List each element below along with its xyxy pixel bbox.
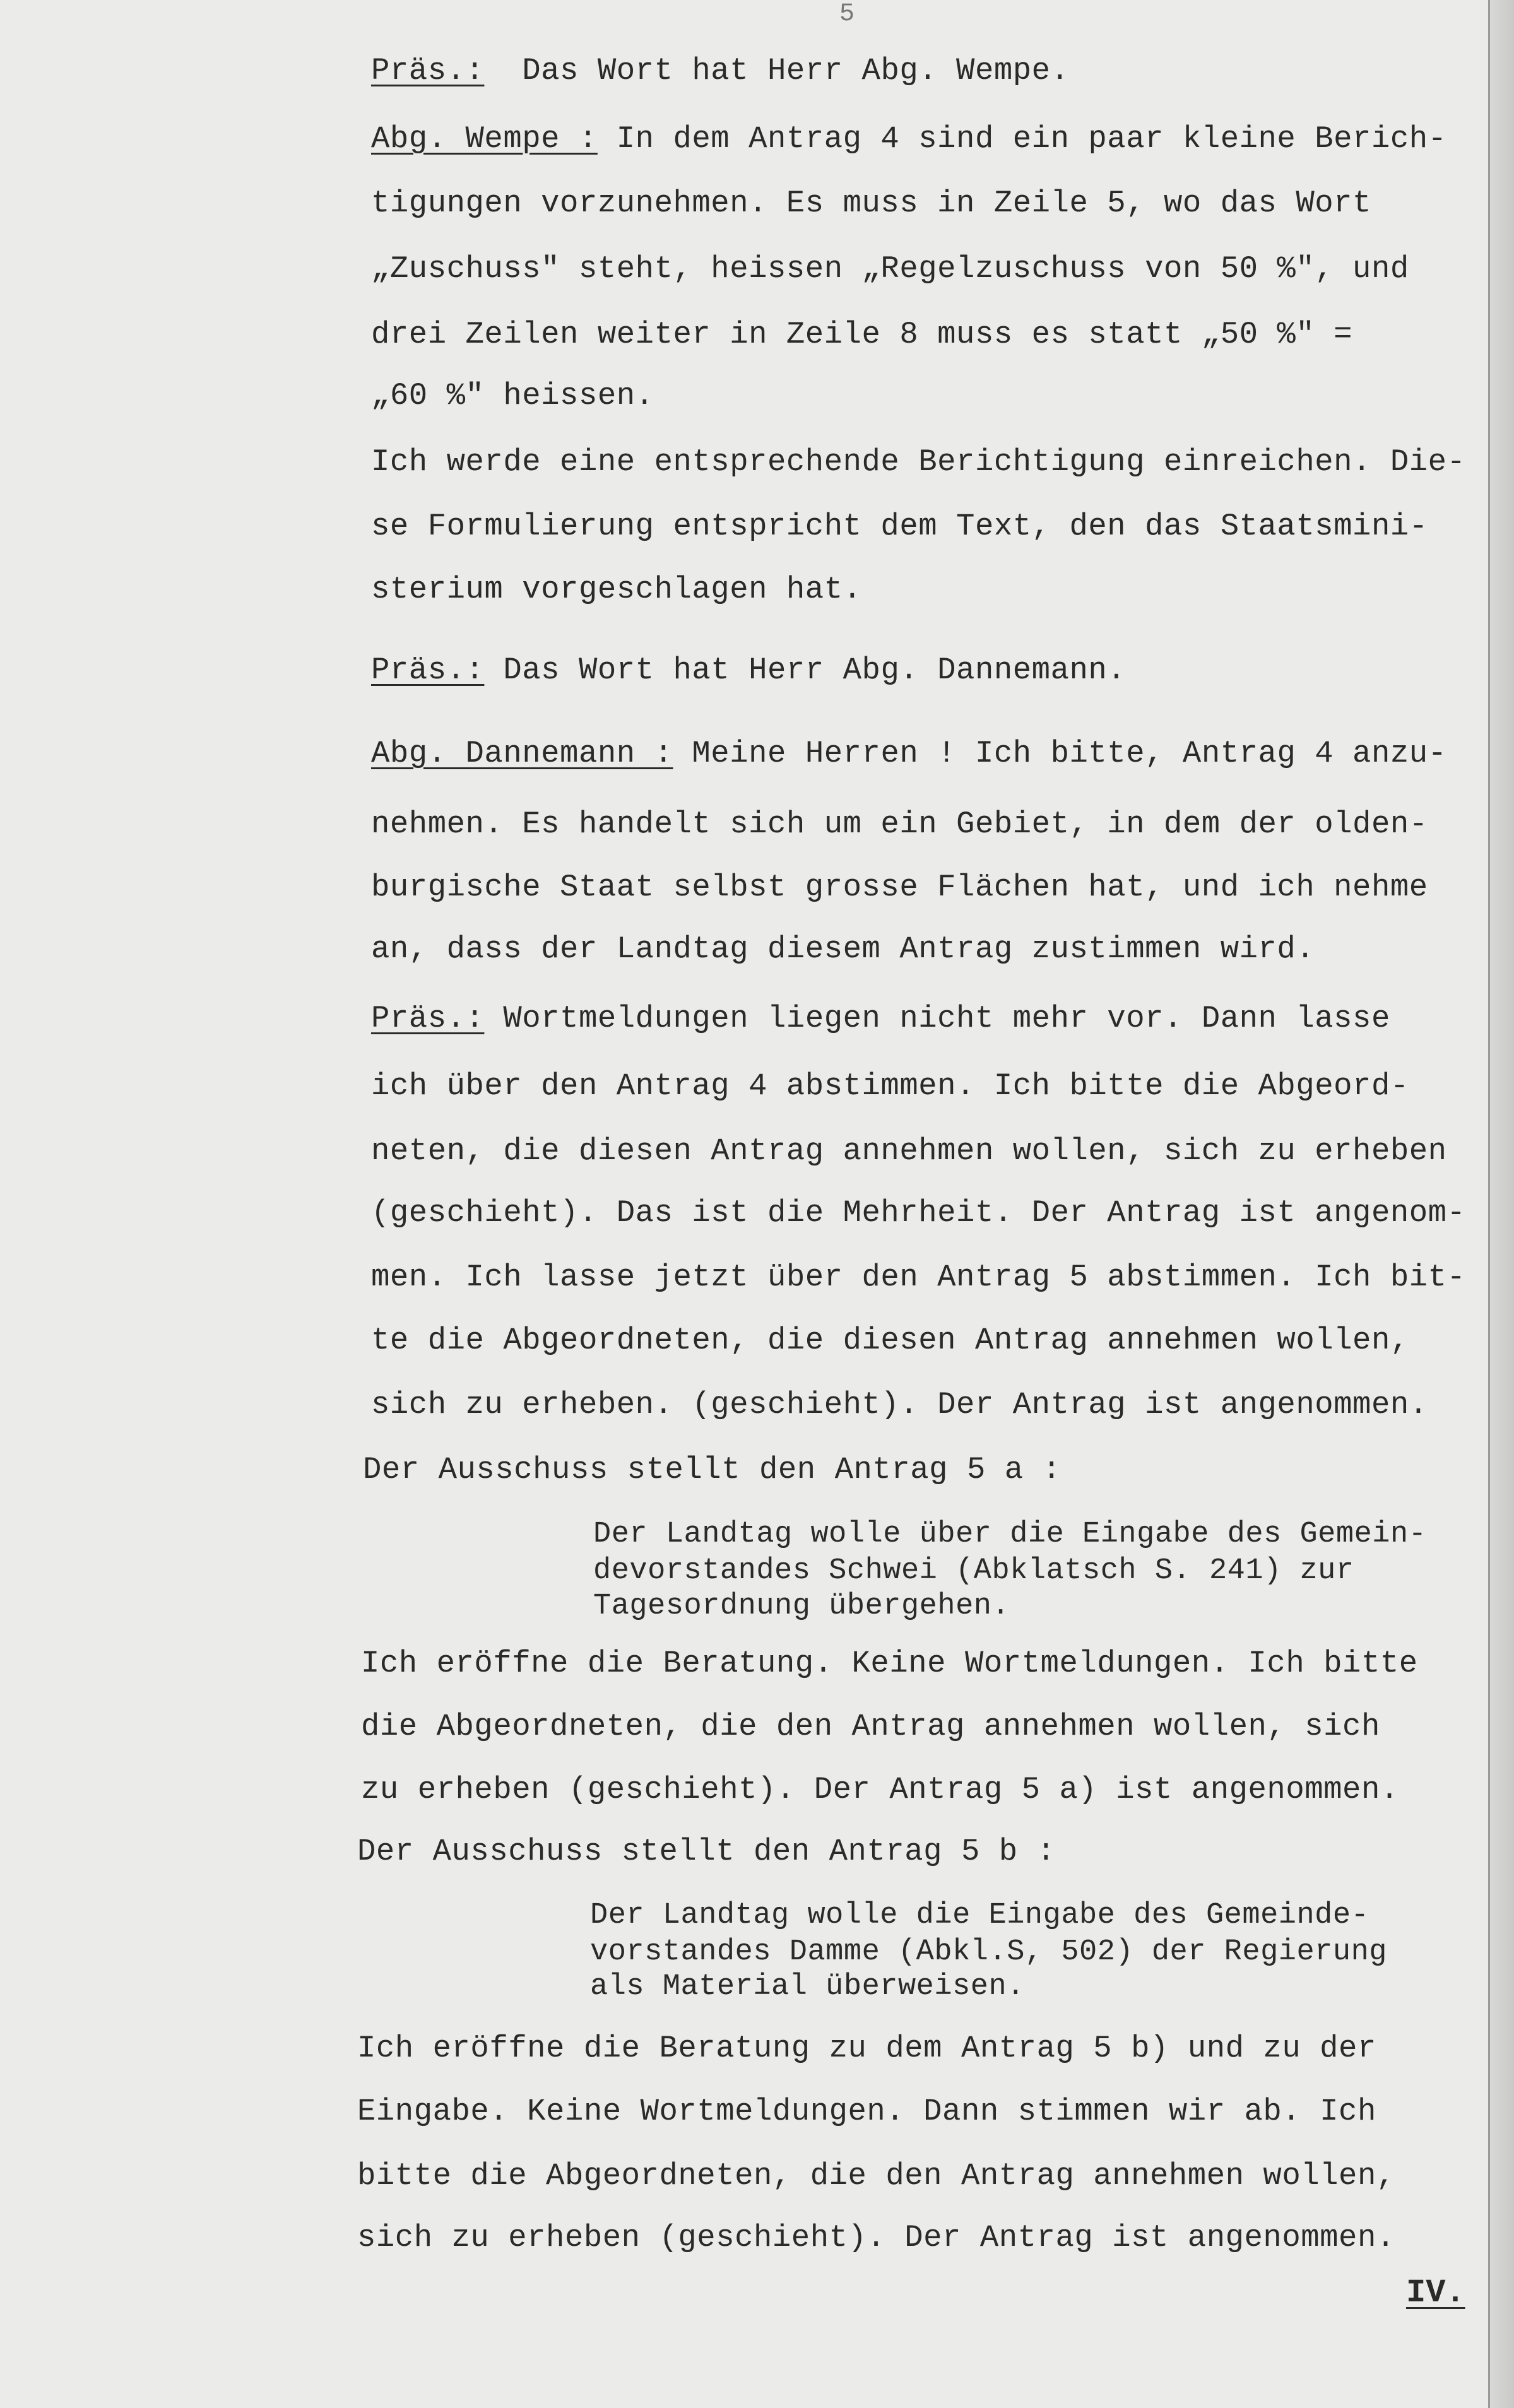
page-edge-shadow	[1488, 0, 1514, 2408]
text-line: sich zu erheben. (geschieht). Der Antrag ist angenommen.	[371, 1387, 1428, 1422]
text-line: Der Landtag wolle die Eingabe des Gemeinde-	[590, 1899, 1369, 1932]
text-line: men. Ich lasse jetzt über den Antrag 5 abstimmen. Ich bit-	[371, 1260, 1466, 1295]
paragraph-4-line-1	[371, 738, 1447, 769]
footer-catchword: IV.	[1406, 2274, 1465, 2311]
text-line: die Abgeordneten, die den Antrag annehmen wollen, sich	[361, 1709, 1380, 1744]
speaker-label: Abg. Dannemann :	[371, 736, 673, 771]
text-line: Der Ausschuss stellt den Antrag 5 a :	[363, 1452, 1062, 1487]
speaker-label: Präs.:	[371, 652, 485, 688]
text-line: tigungen vorzunehmen. Es muss in Zeile 5, wo das Wort	[371, 186, 1371, 221]
paragraph-1-line-1	[371, 53, 1070, 88]
text-line: drei Zeilen weiter in Zeile 8 muss es statt „50 %" =	[371, 317, 1353, 352]
text-line: vorstandes Damme (Abkl.S, 502) der Regierung	[590, 1935, 1388, 1969]
text-line: te die Abgeordneten, die diesen Antrag annehmen wollen,	[371, 1323, 1409, 1358]
text-line: Tagesordnung übergehen.	[593, 1590, 1010, 1623]
text-line: Ich eröffne die Beratung zu dem Antrag 5 b) und zu der	[357, 2031, 1376, 2066]
text-line: ich über den Antrag 4 abstimmen. Ich bitte die Abgeord-	[371, 1068, 1409, 1104]
text-line: Ich eröffne die Beratung. Keine Wortmeldungen. Ich bitte	[361, 1646, 1418, 1681]
speaker-label: Präs.:	[371, 1001, 485, 1036]
text-line: Der Landtag wolle über die Eingabe des Gemein-	[593, 1518, 1427, 1551]
text-line: „Zuschuss" steht, heissen „Regelzuschuss von 50 %", und	[371, 251, 1409, 286]
text-line: Ich werde eine entsprechende Berichtigung einreichen. Die-	[371, 444, 1466, 480]
text-line: se Formulierung entspricht dem Text, den das Staatsmini-	[371, 509, 1428, 544]
text-line: sterium vorgeschlagen hat.	[371, 572, 862, 607]
text-line: devorstandes Schwei (Abklatsch S. 241) zur	[593, 1554, 1354, 1588]
text-line: neten, die diesen Antrag annehmen wollen, sich zu erheben	[371, 1133, 1447, 1169]
text-line: burgische Staat selbst grosse Flächen hat, und ich nehme	[371, 870, 1428, 905]
speaker-label: Präs.:	[371, 53, 485, 88]
text-line: sich zu erheben (geschieht). Der Antrag ist angenommen.	[357, 2220, 1395, 2255]
text-line: bitte die Abgeordneten, die den Antrag annehmen wollen,	[357, 2158, 1395, 2193]
text-line: Der Ausschuss stellt den Antrag 5 b :	[357, 1834, 1056, 1869]
paragraph-3-line-1	[371, 652, 1127, 688]
text-line: nehmen. Es handelt sich um ein Gebiet, in dem der olden-	[371, 806, 1428, 842]
text-line: Eingabe. Keine Wortmeldungen. Dann stimmen wir ab. Ich	[357, 2094, 1376, 2129]
text-line: Meine Herren ! Ich bitte, Antrag 4 anzu-	[692, 736, 1447, 771]
text-line: Das Wort hat Herr Abg. Wempe.	[522, 53, 1070, 88]
paragraph-5-line-1	[371, 1003, 1390, 1034]
text-line: (geschieht). Das ist die Mehrheit. Der Antrag ist angenom-	[371, 1195, 1466, 1231]
paragraph-2-line-1	[371, 121, 1447, 156]
text-line: „60 %" heissen.	[371, 378, 654, 413]
text-line: Das Wort hat Herr Abg. Dannemann.	[503, 652, 1127, 688]
speaker-label: Abg. Wempe :	[371, 121, 598, 156]
text-line: Wortmeldungen liegen nicht mehr vor. Dann lasse	[503, 1001, 1390, 1036]
page-mark: 5	[839, 0, 855, 28]
text-line: als Material überweisen.	[590, 1970, 1025, 2004]
text-line: an, dass der Landtag diesem Antrag zustimmen wird.	[371, 931, 1315, 967]
text-line: In dem Antrag 4 sind ein paar kleine Berich-	[616, 121, 1447, 156]
text-line: zu erheben (geschieht). Der Antrag 5 a) ist angenommen.	[361, 1772, 1399, 1807]
